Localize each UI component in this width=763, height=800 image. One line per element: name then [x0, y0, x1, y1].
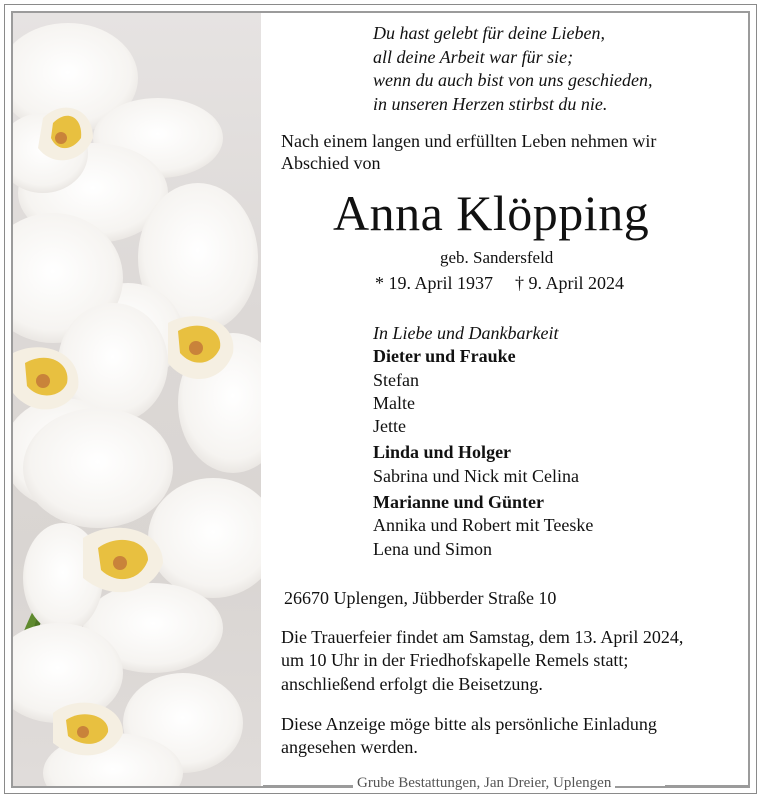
- death-date: † 9. April 2024: [515, 273, 625, 293]
- family-member: Malte: [373, 392, 415, 413]
- family-head: Dieter und Frauke: [373, 346, 516, 367]
- invitation-note: [281, 713, 657, 760]
- family-member: Sabrina und Nick mit Celina: [373, 465, 579, 486]
- invitation-line: Diese Anzeige möge bitte als persönliche Einladung: [281, 714, 657, 734]
- ceremony-line: um 10 Uhr in der Friedhofskapelle Remels statt;: [281, 650, 629, 671]
- ceremony-line: anschließend erfolgt die Beisetzung.: [281, 673, 543, 694]
- birth-date: * 19. April 1937: [375, 273, 494, 293]
- invitation-line: angesehen werden.: [281, 737, 418, 758]
- ceremony-line: Die Trauerfeier findet am Samstag, dem 13. April 2024,: [281, 627, 684, 647]
- orchid-photo: [13, 13, 261, 786]
- poem-line: all deine Arbeit war für sie;: [373, 46, 574, 67]
- footer-rule-right: [665, 785, 750, 786]
- family-member: Annika und Robert mit Teeske: [373, 515, 594, 536]
- intro-line: Abschied von: [281, 153, 381, 173]
- family-member: Lena und Simon: [373, 538, 492, 559]
- poem-line: Du hast gelebt für deine Lieben,: [373, 23, 605, 43]
- intro-line: Nach einem langen und erfüllten Leben nehmen wir: [281, 131, 657, 151]
- mourners-list: [373, 322, 593, 561]
- footer-rule-left: [263, 785, 353, 786]
- orchid-illustration: [13, 13, 261, 786]
- mourners-heading: In Liebe und Dankbarkeit: [373, 323, 559, 343]
- life-dates: [375, 273, 624, 294]
- address: 26670 Uplengen, Jübberder Straße 10: [284, 588, 557, 608]
- poem: [373, 22, 652, 116]
- funeral-home-credit: Grube Bestattungen, Jan Dreier, Uplengen: [353, 775, 615, 792]
- poem-line: in unseren Herzen stirbst du nie.: [373, 93, 608, 114]
- deceased-name: Anna Klöpping: [333, 185, 650, 241]
- maiden-name: geb. Sandersfeld: [440, 248, 554, 267]
- intro-text: [281, 130, 656, 174]
- family-head: Linda und Holger: [373, 442, 512, 463]
- family-member: Stefan: [373, 369, 419, 390]
- poem-line: wenn du auch bist von uns geschieden,: [373, 70, 653, 90]
- family-head: Marianne und Günter: [373, 492, 545, 513]
- ceremony-info: [281, 626, 683, 696]
- family-member: Jette: [373, 416, 406, 437]
